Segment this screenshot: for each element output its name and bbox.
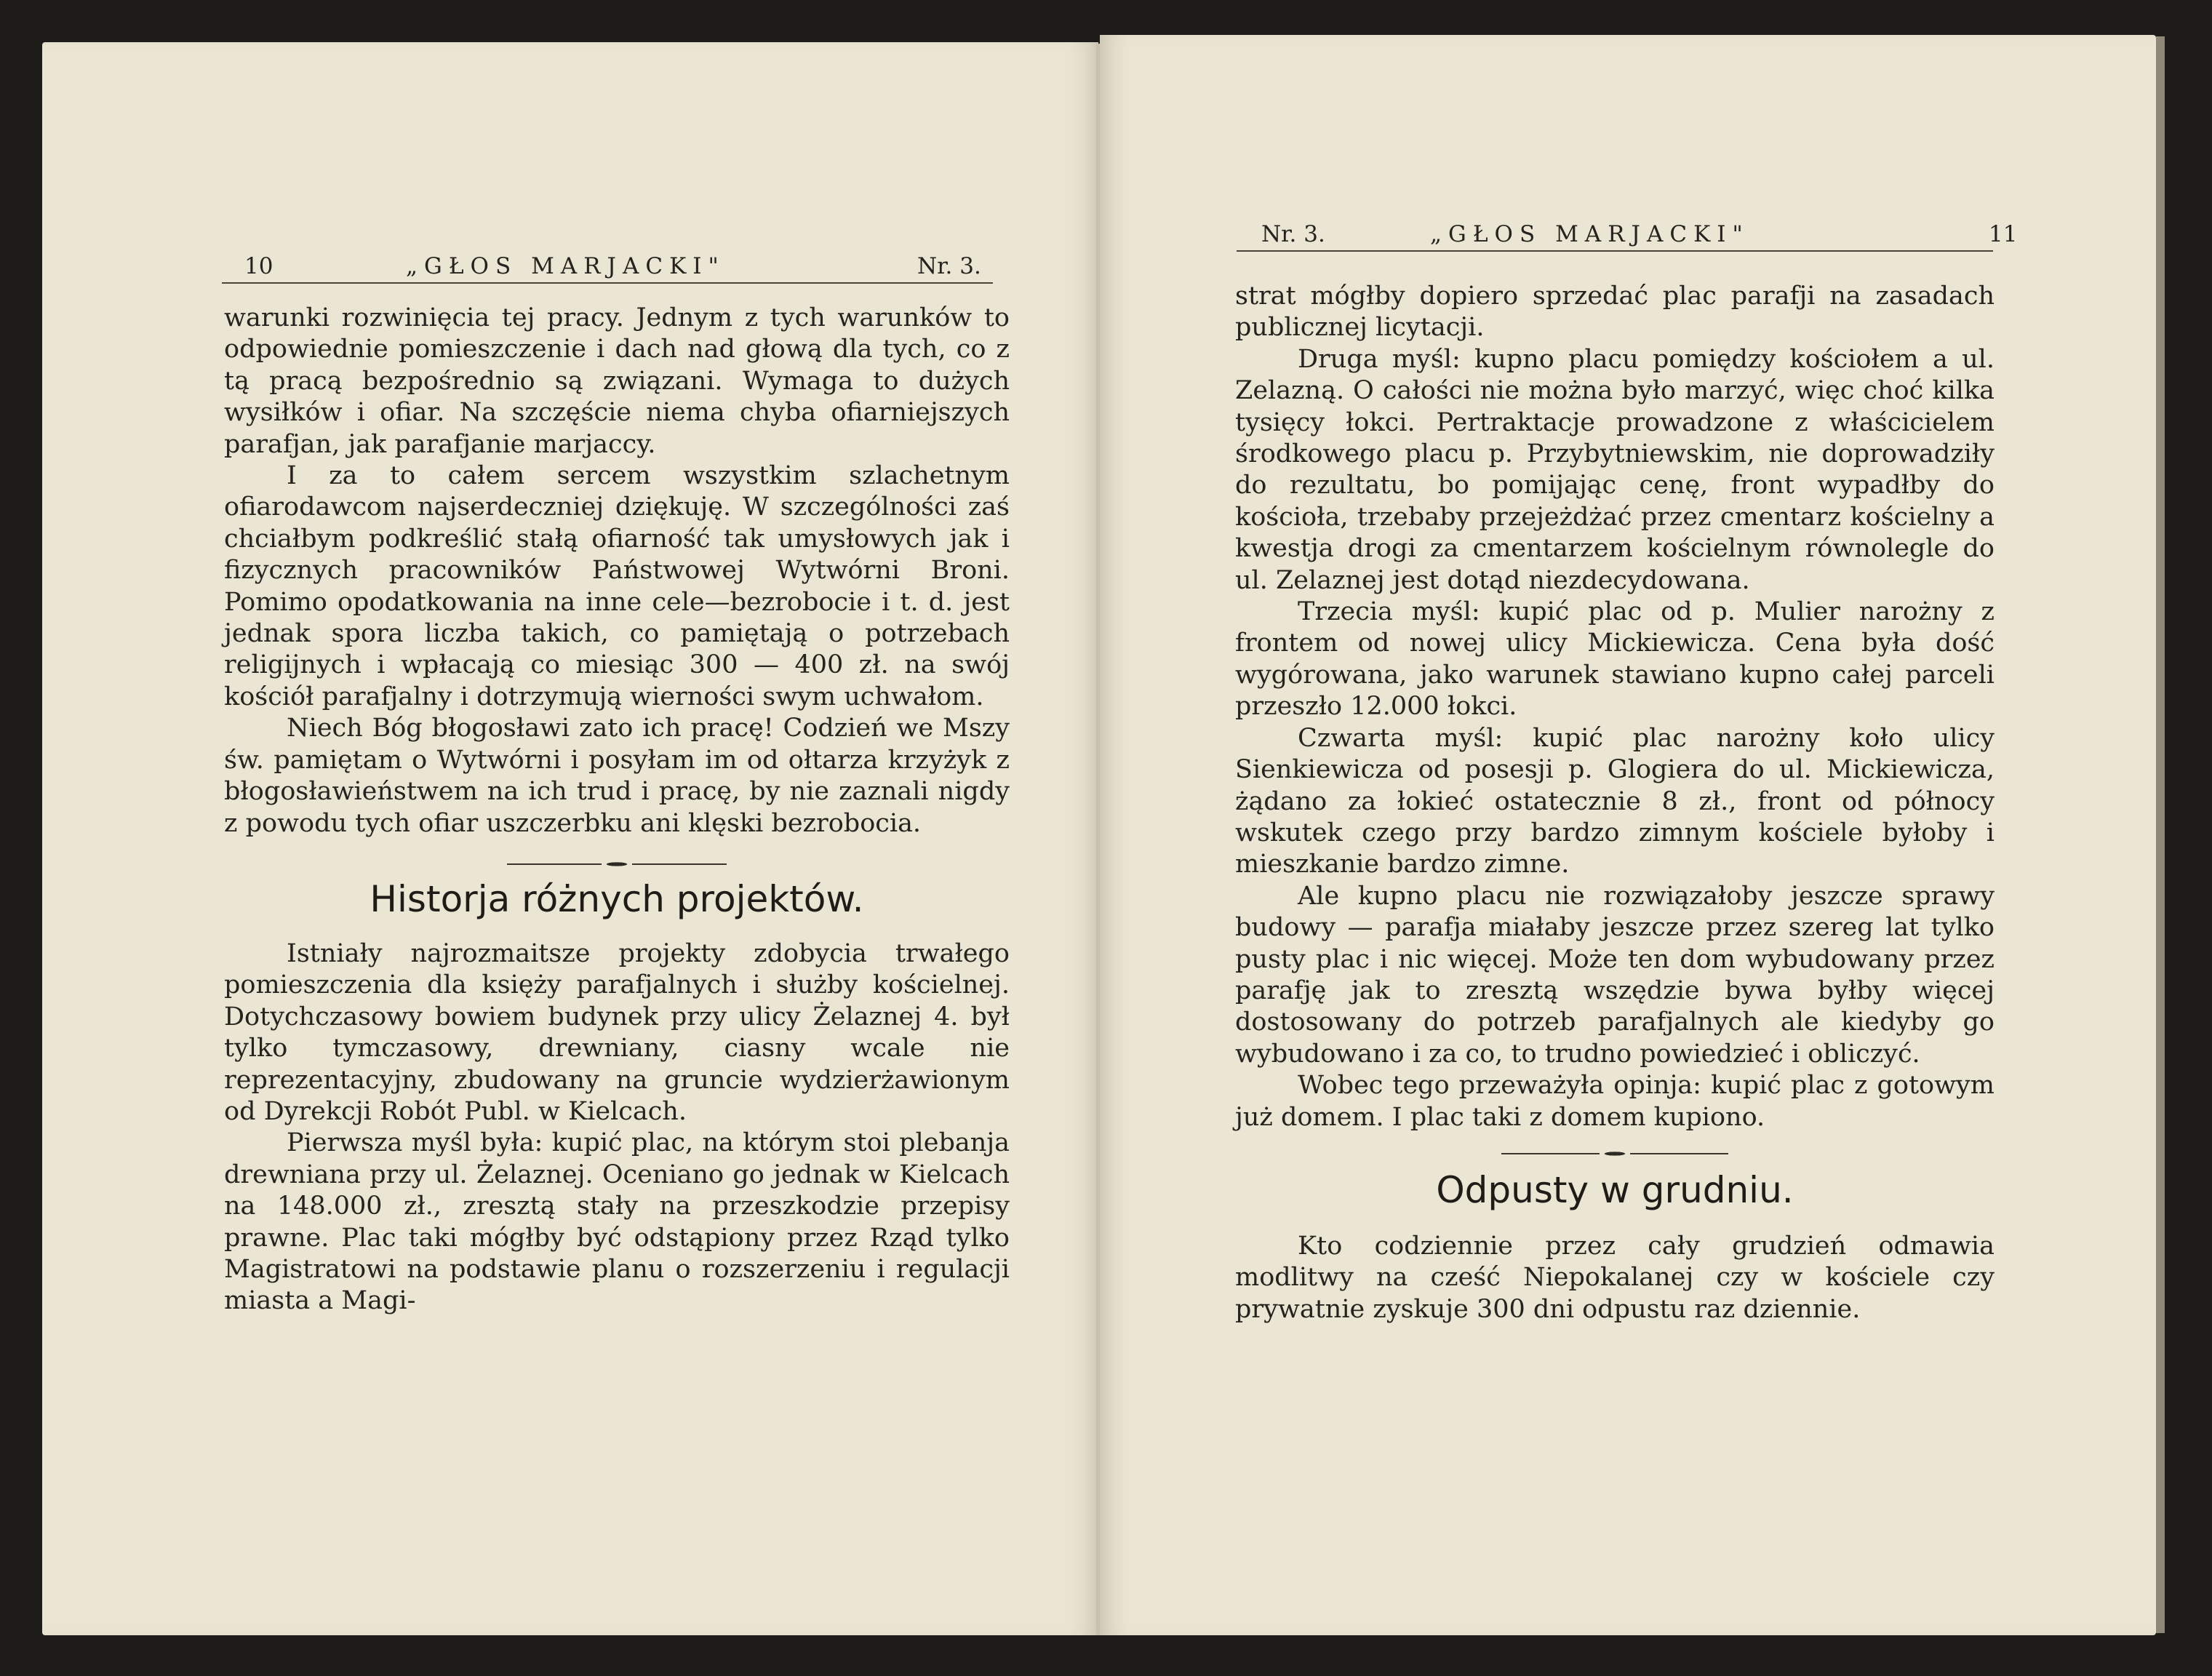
paragraph: strat mógłby dopiero sprzedać plac parafji na zasadach publicznej licytacji. — [1235, 282, 1995, 343]
paragraph: Niech Bóg błogosławi zato ich pracę! Codzień we Mszy św. pamiętam o Wytwórni i posyłam im od ołtarza krzyżyk z błogosławieństwem na ich trud i pracę, by nie zaznali nigdy z powodu tych ofiar uszczerbku ani klęski bezrobocia. — [224, 714, 1010, 838]
paragraph: Czwarta myśl: kupić plac narożny koło ulicy Sienkiewicza od posesji p. Glogiera do ul. Mickiewicza, żądano za łokieć ostatecznie 8 zł., front od północy wskutek czego przy bardzo zimnym kościele byłoby i mieszkanie bardzo zimne. — [1235, 723, 1995, 879]
paragraph: I za to całem sercem wszystkim szlachetnym ofiarodawcom najserdeczniej dziękuję. W szczególności zaś chciałbym podkreślić stałą ofiarność tak umysłowych jak i fizycznych pracowników Państwowej Wytwórni Broni. Pomimo opodatkowania na inne cele—bezrobocie i t. d. jest jednak spora liczba takich, co pamiętają o potrzebach religijnych i wpłacają co miesiąc 300 — 400 zł. na swój kościół parafjalny i dotrzymują wierności swym uchwałom. — [224, 461, 1010, 711]
left-issue-number: Nr. 3. — [917, 253, 981, 279]
right-page — [1100, 35, 2156, 1635]
left-header-rule — [222, 282, 993, 284]
left-text-column — [224, 303, 1010, 1317]
right-header-rule — [1237, 250, 1993, 252]
right-text-column — [1235, 281, 1995, 1325]
left-page-number: 10 — [244, 253, 273, 279]
paragraph: Trzecia myśl: kupić plac od p. Mulier narożny z frontem od nowej ulicy Mickiewicza. Cena była dość wygórowana, jako warunek stawiano kupno całej parceli przeszło 12.000 łokci. — [1235, 597, 1995, 722]
paragraph: Kto codziennie przez cały grudzień odmawia modlitwy na cześć Niepokalanej czy w kościele czy prywatnie zyskuje 300 dni odpustu raz dziennie. — [1235, 1231, 1995, 1324]
left-running-head — [244, 252, 1005, 281]
paragraph: Ale kupno placu nie rozwiązałoby jeszcze sprawy budowy — parafja miałaby jeszcze przez szereg lat tylko pusty plac i nic więcej. Może ten dom wybudowany przez parafję jak to zresztą wszędzie bywa byłby więcej dostosowany do potrzeb parafjalnych ale kiedyby go wybudowano i za co, to trudno powiedzieć i obliczyć. — [1235, 881, 1995, 1069]
section-divider-ornament — [224, 861, 1010, 867]
section-heading: Odpusty w grudniu. — [1436, 1168, 1794, 1211]
paragraph: Istniały najrozmaitsze projekty zdobycia trwałego pomieszczenia dla księży parafjalnych i służby kościelnej. Dotychczasowy bowiem budynek przy ulicy Żelaznej 4. był tylko tymczasowy, drewniany, ciasny wcale nie reprezentacyjny, zbudowany na gruncie wydzierżawionym od Dyrekcji Robót Publ. w Kielcach. — [224, 938, 1010, 1126]
right-running-title: „GŁOS MARJACKI" — [1430, 221, 1749, 247]
right-running-head — [1261, 220, 2018, 249]
paragraph: Wobec tego przeważyła opinja: kupić plac z gotowym już domem. I plac taki z domem kupiono. — [1235, 1071, 1995, 1132]
section-divider-ornament — [1235, 1151, 1995, 1157]
right-page-number: 11 — [1989, 221, 2018, 247]
paragraph: Pierwsza myśl była: kupić plac, na którym stoi plebanja drewniana przy ul. Żelaznej. Oceniano go jednak w Kielcach na 148.000 zł., zresztą stały na przeszkodzie przepisy prawne. Plac taki mógłby być odstąpiony przez Rząd tylko Magistratowi na podstawie planu o rozszerzeniu i regulacji miasta a Magi- — [224, 1128, 1010, 1316]
right-issue-number: Nr. 3. — [1261, 221, 1325, 247]
left-page — [42, 42, 1098, 1635]
paragraph: warunki rozwinięcia tej pracy. Jednym z tych warunków to odpowiednie pomieszczenie i dach nad głową dla tych, co z tą pracą bezpośrednio są związani. Wymaga to dużych wysiłków i ofiar. Na szczęście niema chyba ofiarniejszych parafjan, jak parafjanie marjaccy. — [224, 303, 1010, 459]
section-heading: Historja różnych projektów. — [370, 877, 864, 920]
left-running-title: „GŁOS MARJACKI" — [406, 253, 725, 279]
page-edge — [2156, 36, 2165, 1633]
paragraph: Druga myśl: kupno placu pomiędzy kościołem a ul. Zelazną. O całości nie można było marzyć, więc choć kilka tysięcy łokci. Pertraktacje prowadzone z właścicielem środkowego placu p. Przybytniewskim, nie doprowadziły do rezultatu, bo pomijając cenę, front wypadłby do kościoła, trzebaby przejeżdżać przez cmentarz kościelny a kwestja drogi za cmentarzem kościelnym równolegle do ul. Zelaznej jest dotąd niezdecydowana. — [1235, 344, 1995, 595]
